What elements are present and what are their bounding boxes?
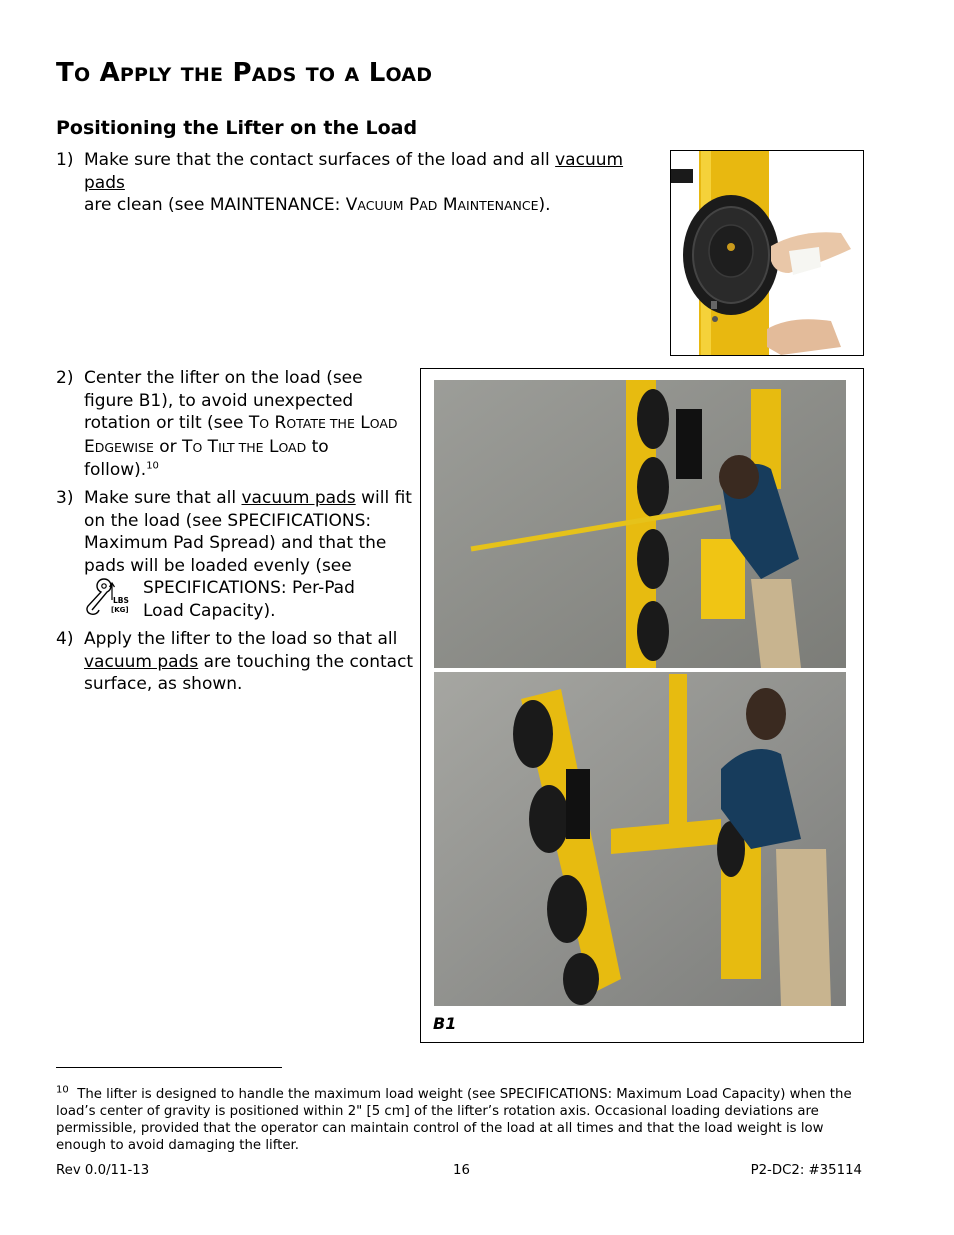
- photo-measuring-load: [434, 380, 846, 668]
- step-text: Center the lifter on the load (see figure B1), to avoid unexpected rotation or tilt (see TO ROTATE THE LOAD EDGEWISE or TO TILT THE LOAD to follow).$^{10}$: [84, 368, 398, 480]
- pad-cleaning-illustration: [671, 151, 863, 355]
- footnote-text: The lifter is designed to handle the maximum load weight (see SPECIFICATIONS: Maximum Load Capacity) when the load’s center of gravity is positioned within 2" [5 cm] of the lifter’s rotation axis. Occasional loading deviations are permissible, provided that the operator can maintain control of the load at all times and that the load weight is low enough to avoid damaging the lifter.: [56, 1087, 852, 1153]
- figure-b1-photos: [421, 369, 863, 1042]
- load-capacity-hook-icon: [84, 576, 132, 616]
- section-heading: Positioning the Lifter on the Load: [56, 117, 418, 139]
- step-number: 1): [56, 150, 74, 170]
- vacuum-pad-cleaning-photo: [670, 150, 864, 356]
- step-number: 2): [56, 368, 74, 388]
- step-text: Make sure that the contact surfaces of the load and all vacuum pads are clean (see MAINTENANCE: VACUUM PAD MAINTENANCE).: [84, 150, 624, 215]
- vacuum-pads-link[interactable]: vacuum pads: [84, 150, 624, 193]
- footnote: [56, 1086, 866, 1154]
- kg-label: [KG]: [111, 606, 129, 614]
- photo-lifter-applied: [434, 672, 846, 1006]
- step-number: 4): [56, 629, 74, 649]
- step-text: Make sure that all vacuum pads will fit on the load (see SPECIFICATIONS: Maximum Pad Spread) and that the pads will be loaded evenly (see: [84, 488, 412, 576]
- lbs-label: LBS: [113, 596, 129, 605]
- figure-b1: [420, 368, 864, 1043]
- step-3-continued: SPECIFICATIONS: Per-Pad Load Capacity).: [143, 578, 355, 621]
- footer-revision: Rev 0.0/11-13: [56, 1163, 150, 1178]
- step-number: 3): [56, 488, 74, 508]
- footer-document-id: P2-DC2: #35114: [750, 1163, 862, 1178]
- footnote-mark: 10: [56, 1084, 69, 1096]
- footnote-ref[interactable]: 10: [146, 460, 159, 472]
- vacuum-pads-link[interactable]: vacuum pads: [241, 488, 356, 508]
- footnote-separator: [56, 1067, 282, 1068]
- step-text: Apply the lifter to the load so that all vacuum pads are touching the contact surface, as shown.: [84, 629, 414, 694]
- page-title: TO APPLY THE PADS TO A LOAD: [56, 58, 433, 88]
- figure-label: B1: [433, 1014, 457, 1033]
- footer-page-number: 16: [453, 1163, 470, 1178]
- vacuum-pads-link[interactable]: vacuum pads: [84, 651, 199, 672]
